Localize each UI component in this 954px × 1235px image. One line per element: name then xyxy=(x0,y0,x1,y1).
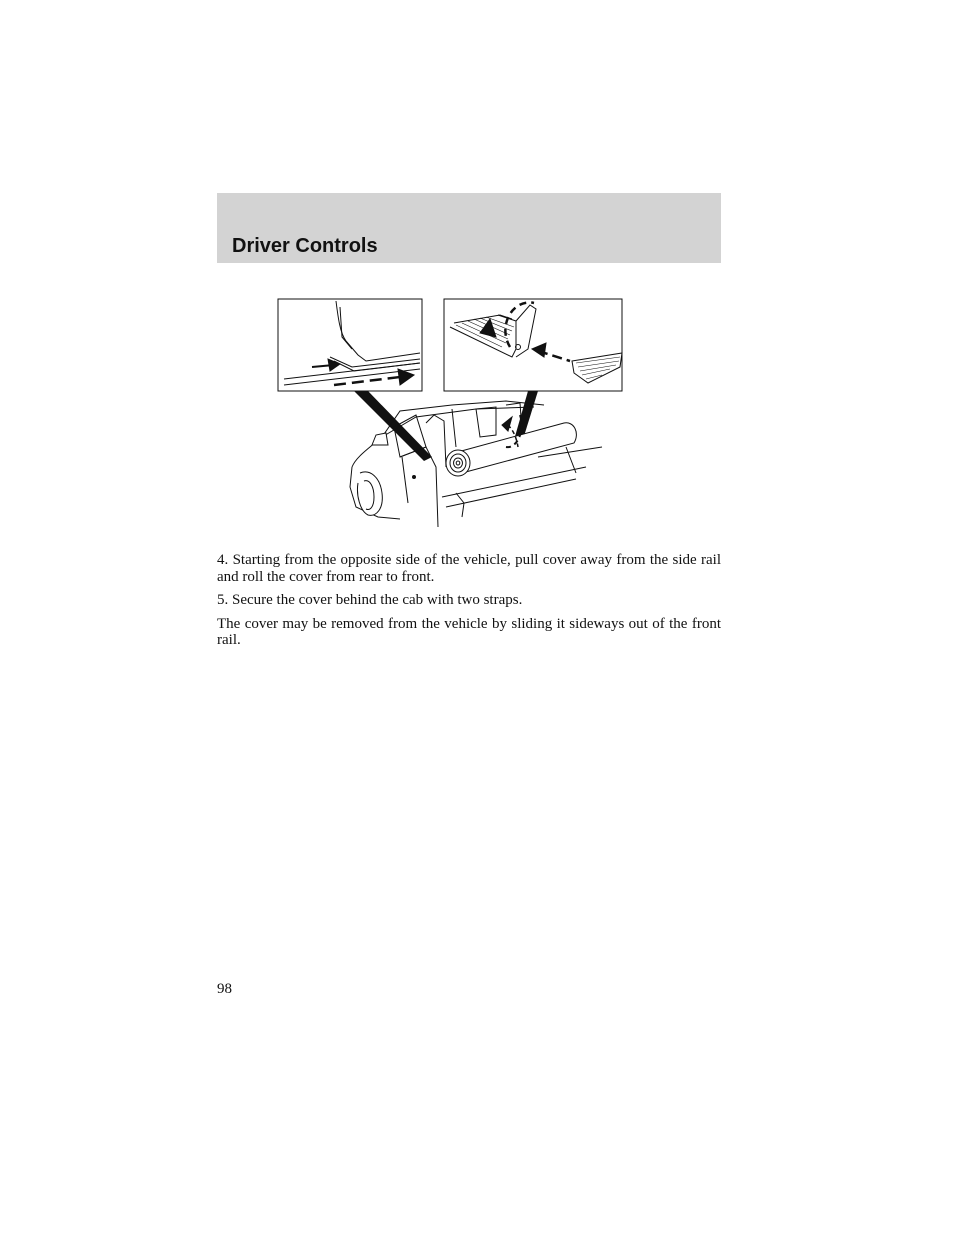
removal-note-text: The cover may be removed from the vehicle by sliding it sideways out of the front rail. xyxy=(217,615,721,648)
tonneau-cover-illustration xyxy=(276,297,626,537)
section-header-band xyxy=(217,193,721,263)
section-title: Driver Controls xyxy=(232,235,378,257)
instructions-body xyxy=(217,552,721,656)
step-5-text: 5. Secure the cover behind the cab with two straps. xyxy=(217,592,523,608)
strap-clip-detail-inset xyxy=(444,299,622,391)
step-4-text: 4. Starting from the opposite side of the vehicle, pull cover away from the side rail and roll the cover from rear to front. xyxy=(217,552,721,585)
page-number: 98 xyxy=(217,981,232,997)
rail-detail-inset xyxy=(278,299,422,391)
